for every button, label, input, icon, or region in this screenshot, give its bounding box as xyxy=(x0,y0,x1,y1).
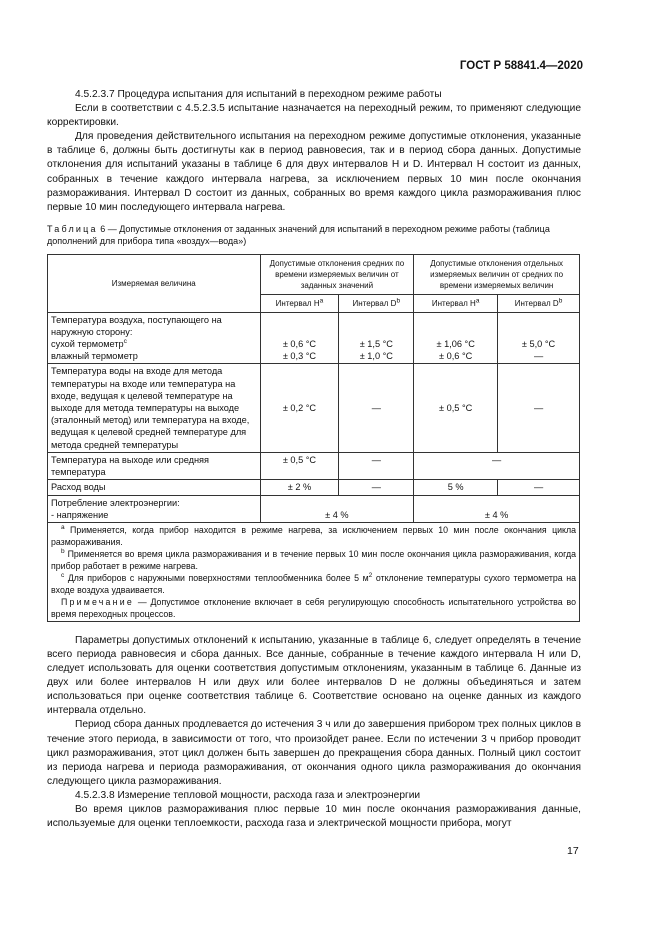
cell: ± 1,5 °C ± 1,0 °C xyxy=(339,312,414,364)
col-header-quantity: Измеряемая величина xyxy=(48,254,261,312)
table-row xyxy=(48,312,580,364)
col-header-interval-h: Интервал $H^a$ xyxy=(414,294,498,312)
footnote-b: $^b$ Применяется во время цикла размораживания и в течение первых 10 мин после окончания цикла размораживания, когда прибор работает в режиме нагрева. xyxy=(51,547,576,571)
cell: 5 % xyxy=(414,480,498,495)
paragraph: Период сбора данных продлевается до истечения 3 ч или до завершения прибором трех полных циклов в течение этого периода, в зависимости от того, что произойдет ранее. Если по истечении 3 ч прибор проводит цикл размораживания, этот цикл должен быть завершен до прекращения сбора данных. Полный цикл состоит из периода нагрева и периода размораживания, от окончания одного цикла размораживания до окончания следующего цикла размораживания. xyxy=(47,719,581,787)
paragraph: Если в соответствии с 4.5.2.3.5 испытание назначается на переходный режим, то применяют следующие корректировки. xyxy=(47,103,581,129)
table-note: Примечание — Допустимое отклонение включает в себя регулирующую способность испытательного устройства во время переходных процессов. xyxy=(51,596,576,619)
page-number: 17 xyxy=(567,845,579,857)
paragraph: Для проведения действительного испытания на переходном режиме допустимые отклонения, указанные в таблице 6, должны быть достигнуты как в период равновесия, так и в период сбора данных. Допустимые отклонения для испытаний указаны в таблице 6 для двух интервалов H и D. Интервал H состоит из данных, собранных в течение каждого интервала нагрева, за исключением первых 10 мин после окончания размораживания. Интервал D состоит из данных, собранных во время каждого цикла размораживания плюс первые 10 мин последующего интервала нагрева. xyxy=(47,131,581,213)
col-header-group2: Допустимые отклонения отдельных измеряемых величин от средних по времени измеряемых величин xyxy=(414,254,580,294)
table-caption-word: Таблица xyxy=(47,223,98,234)
row-label: Потребление электроэнергии: - напряжение xyxy=(48,495,261,522)
cell: — xyxy=(339,364,414,452)
document-code: ГОСТ Р 58841.4—2020 xyxy=(459,60,583,72)
cell: ± 2 % xyxy=(260,480,339,495)
footnote-a: $^a$ Применяется, когда прибор находится в режиме нагрева, за исключением первых 10 мин после окончания цикла размораживания. xyxy=(51,523,576,547)
row-label: Температура воды на входе для метода температуры на входе или температура на входе, ведущая к целевой температуре на выходе для метода температуры на выходе (эталонный метод) или температура на входе, ведущая к целевой средней температуре для метода средней температуры xyxy=(48,364,261,452)
paragraph: Во время циклов размораживания плюс первые 10 мин после окончания размораживания данные, используемые для оценки теплоемкости, расхода газа и электрической мощности прибора, могут xyxy=(47,804,581,830)
page-content xyxy=(47,88,581,831)
section-heading: 4.5.2.3.7 Процедура испытания для испытаний в переходном режиме работы xyxy=(75,89,442,100)
table-row xyxy=(48,364,580,452)
table-row xyxy=(48,495,580,522)
cell: — xyxy=(414,452,580,479)
cell: — xyxy=(498,480,580,495)
table-row xyxy=(48,480,580,495)
footnote-c: $^c$ Для приборов с наружными поверхностями теплообменника более 5 $м^2$ отклонение температуры сухого термометра на входе воздуха удваивается. xyxy=(51,571,576,595)
table-row xyxy=(48,452,580,479)
cell: — xyxy=(339,452,414,479)
table-caption-text: 6 — Допустимые отклонения от заданных значений для испытаний в переходном режиме работы (таблица дополнений для прибора типа «воздух—вода») xyxy=(47,223,550,247)
cell: ± 0,2 °C xyxy=(260,364,339,452)
cell: — xyxy=(339,480,414,495)
col-header-group1: Допустимые отклонения средних по времени измеряемых величин от заданных значений xyxy=(260,254,414,294)
col-header-interval-d: Интервал $D^b$ xyxy=(339,294,414,312)
cell: ± 1,06 °C ± 0,6 °C xyxy=(414,312,498,364)
table-footnotes xyxy=(48,522,580,621)
cell: ± 0,5 °C xyxy=(414,364,498,452)
col-header-interval-h: Интервал $H^a$ xyxy=(260,294,339,312)
paragraph: Параметры допустимых отклонений к испытанию, указанные в таблице 6, следует определять в течение всего периода равновесия и сбора данных. Все данные, собранные в течение каждого интервала H или D, следует использовать для оценки соответствия допустимым отклонениям, указанным в таблице 6. Данные из двух или более интервалов H или двух или более интервалов D не должны объединяться и затем использоваться при оценке соответствия таблице 6. Соответствие основано на оценке данных из каждого интервала отдельно. xyxy=(47,634,581,717)
cell: ± 4 % xyxy=(414,495,580,522)
row-label: Температура воздуха, поступающего на наружную сторону: сухой термометр$^c$ влажный термометр xyxy=(48,312,261,364)
table-caption xyxy=(47,223,581,248)
cell: — xyxy=(498,364,580,452)
col-header-interval-d: Интервал $D^b$ xyxy=(498,294,580,312)
cell: ± 0,6 °C ± 0,3 °C xyxy=(260,312,339,364)
tolerance-table xyxy=(47,254,580,622)
cell: ± 0,5 °C xyxy=(260,452,339,479)
cell: ± 4 % xyxy=(260,495,414,522)
cell: ± 5,0 °C — xyxy=(498,312,580,364)
row-label: Температура на выходе или средняя температура xyxy=(48,452,261,479)
section-heading: 4.5.2.3.8 Измерение тепловой мощности, расхода газа и электроэнергии xyxy=(75,789,421,801)
row-label: Расход воды xyxy=(48,480,261,495)
